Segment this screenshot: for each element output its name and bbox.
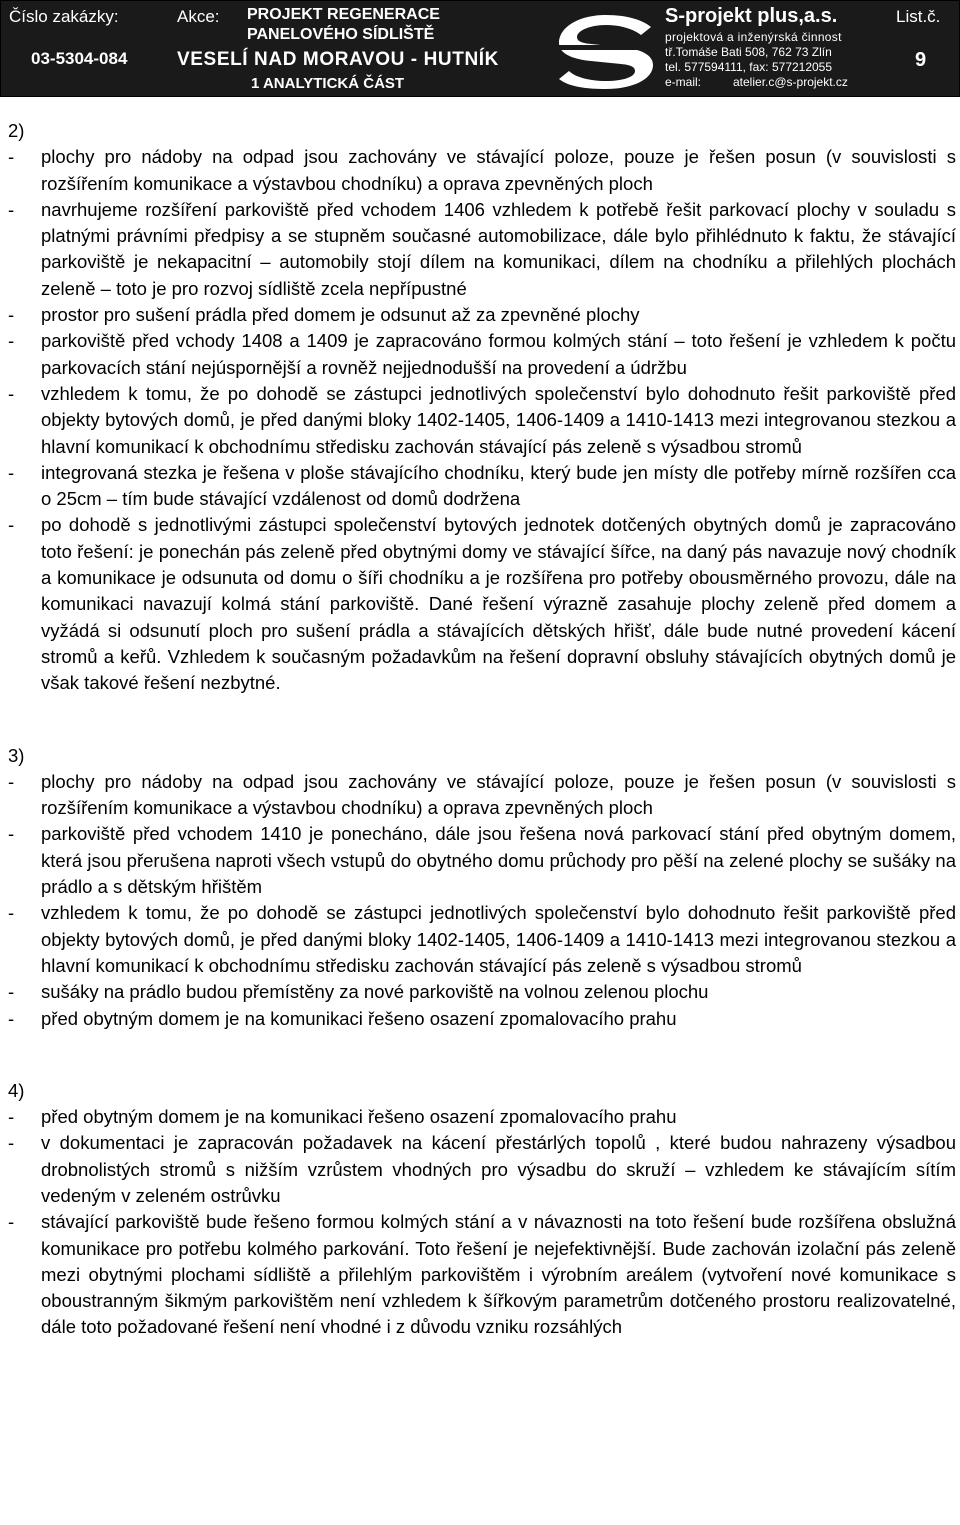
section-2 <box>8 118 956 697</box>
project-title-line1: PROJEKT REGENERACE <box>247 6 440 23</box>
list-item: - integrovaná stezka je řešena v ploše stávajícího chodníku, který bude jen místy dle potřeby mírně rozšířen cca o 25cm – tím bude stávající vzdálenost od domů dodržena <box>8 460 956 513</box>
project-part: 1 ANALYTICKÁ ČÁST <box>251 75 405 92</box>
firm-email: atelier.c@s-projekt.cz <box>733 75 848 89</box>
section-4 <box>8 1078 956 1341</box>
sheet-number: 9 <box>915 49 927 71</box>
document-body <box>8 118 956 1387</box>
list-item: - navrhujeme rozšíření parkoviště před vchodem 1406 vzhledem k potřebě řešit parkovací plochy v souladu s platnými právními předpisy a se stupněm současné automobilizace, dále bylo přihlédnuto k faktu, že stávající parkoviště je nekapacitní – automobily stojí dílem na komunikaci, dílem na chodníku a přilehlých plochách zeleně – toto je pro rozvoj sídliště zcela nepřípustné <box>8 197 956 302</box>
section-number: 3) <box>8 744 25 766</box>
firm-name: S-projekt plus,a.s. <box>665 5 838 27</box>
firm-phone-fax: tel. 577594111, fax: 577212055 <box>665 60 833 74</box>
list-item: - v dokumentaci je zapracován požadavek na kácení přestárlých topolů , které budou nahrazeny výsadbou drobnolistých stromů s nižším vzrůstem vhodných pro výsadbu do skruží – vzhledem ke stávajícím sítím vedeným v zeleném ostrůvku <box>8 1130 956 1209</box>
project-cell <box>169 1 539 96</box>
title-block <box>0 0 960 97</box>
firm-email-row <box>665 75 848 89</box>
list-item: - před obytným domem je na komunikaci řešeno osazení zpomalovacího prahu <box>8 1006 956 1032</box>
list-item: - před obytným domem je na komunikaci řešeno osazení zpomalovacího prahu <box>8 1104 956 1130</box>
project-location: VESELÍ NAD MORAVOU - HUTNÍK <box>177 49 499 70</box>
action-label: Akce: <box>177 7 220 26</box>
list-item: - parkoviště před vchody 1408 a 1409 je zapracováno formou kolmých stání – toto řešení je vzhledem k počtu parkovacích stání nejúspornější a rovněž nejjednodušší na provedení a údržbu <box>8 328 956 381</box>
list-item: - sušáky na prádlo budou přemístěny za nové parkoviště na volnou zelenou plochu <box>8 979 956 1005</box>
list-item: - stávající parkoviště bude řešeno formou kolmých stání a v návaznosti na toto řešení bude rozšířena obslužná komunikace pro potřebu kolmého parkování. Toto řešení je nejefektivnější. Bude zachován izolační pás zeleně mezi obytnými plochami sídliště a přilehlým parkovištěm i výrobním areálem (vytvoření nové komunikace s oboustranným šikmým parkovištěm není vzhledem k šířkovým parametrům dotčeného prostoru realizovatelné, dále toto požadované řešení není vhodné i z důvodu vzniku rozsáhlých <box>8 1209 956 1340</box>
firm-email-label: e-mail: <box>665 75 702 89</box>
list-item: - parkoviště před vchodem 1410 je ponecháno, dále jsou řešena nová parkovací stání před obytným domem, která jsou přerušena naproti všech vstupů do obytného domu průchody pro pěší na zelené plochy se sušáky na prádlo a s dětským hřištěm <box>8 821 956 900</box>
item-list <box>8 1104 956 1341</box>
section-number: 2) <box>8 120 25 141</box>
section-number: 4) <box>8 1079 25 1101</box>
sheet-cell <box>891 1 959 96</box>
project-title-line2: PANELOVÉHO SÍDLIŠTĚ <box>247 26 435 43</box>
company-logo-icon <box>551 9 661 89</box>
firm-address: tř.Tomáše Bati 508, 762 73 Zlín <box>665 45 832 59</box>
list-item: - prostor pro sušení prádla před domem je odsunut až za zpevněné plochy <box>8 302 956 328</box>
section-3 <box>8 743 956 1032</box>
item-list <box>8 769 956 1032</box>
item-list <box>8 144 956 696</box>
order-number: 03-5304-084 <box>31 49 128 68</box>
list-item: - vzhledem k tomu, že po dohodě se zástupci jednotlivých společenství bylo dohodnuto řešit parkoviště před objekty bytových domů, je před danými bloky 1402-1405, 1406-1409 a 1410-1413 mezi integrovanou stezkou a hlavní komunikací k obchodnímu středisku zachován stávající pás zeleně s výsadbou stromů <box>8 381 956 460</box>
order-cell <box>1 1 167 96</box>
sheet-label: List.č. <box>896 7 941 26</box>
firm-cell <box>541 1 889 96</box>
list-item: - plochy pro nádoby na odpad jsou zachovány ve stávající poloze, pouze je řešen posun (v souvislosti s rozšířením komunikace a výstavbou chodníku) a oprava zpevněných ploch <box>8 144 956 197</box>
order-label: Číslo zakázky: <box>9 7 119 26</box>
list-item: - vzhledem k tomu, že po dohodě se zástupci jednotlivých společenství bylo dohodnuto řešit parkoviště před objekty bytových domů, je před danými bloky 1402-1405, 1406-1409 a 1410-1413 mezi integrovanou stezkou a hlavní komunikací k obchodnímu středisku zachován stávající pás zeleně s výsadbou stromů <box>8 900 956 979</box>
list-item: - plochy pro nádoby na odpad jsou zachovány ve stávající poloze, pouze je řešen posun (v souvislosti s rozšířením komunikace a výstavbou chodníku) a oprava zpevněných ploch <box>8 769 956 822</box>
firm-activity: projektová a inženýrská činnost <box>665 30 842 44</box>
list-item: - po dohodě s jednotlivými zástupci společenství bytových jednotek dotčených obytných domů je zapracováno toto řešení: je ponechán pás zeleně před obytnými domy ve stávající šířce, na daný pás navazuje nový chodník a komunikace je odsunuta od domu o šíři chodníku a je rozšířena pro potřeby obousměrného provozu, dále na komunikaci navazují kolmá stání parkoviště. Dané řešení výrazně zasahuje plochy zeleně před domem a vyžádá si odsunutí ploch pro sušení prádla a stávajících dětských hřišť, dále bude nutné provedení kácení stromů a keřů. Vzhledem k současným požadavkům na řešení dopravní obsluhy stávajících obytných domů je však takové řešení nezbytné. <box>8 512 956 696</box>
